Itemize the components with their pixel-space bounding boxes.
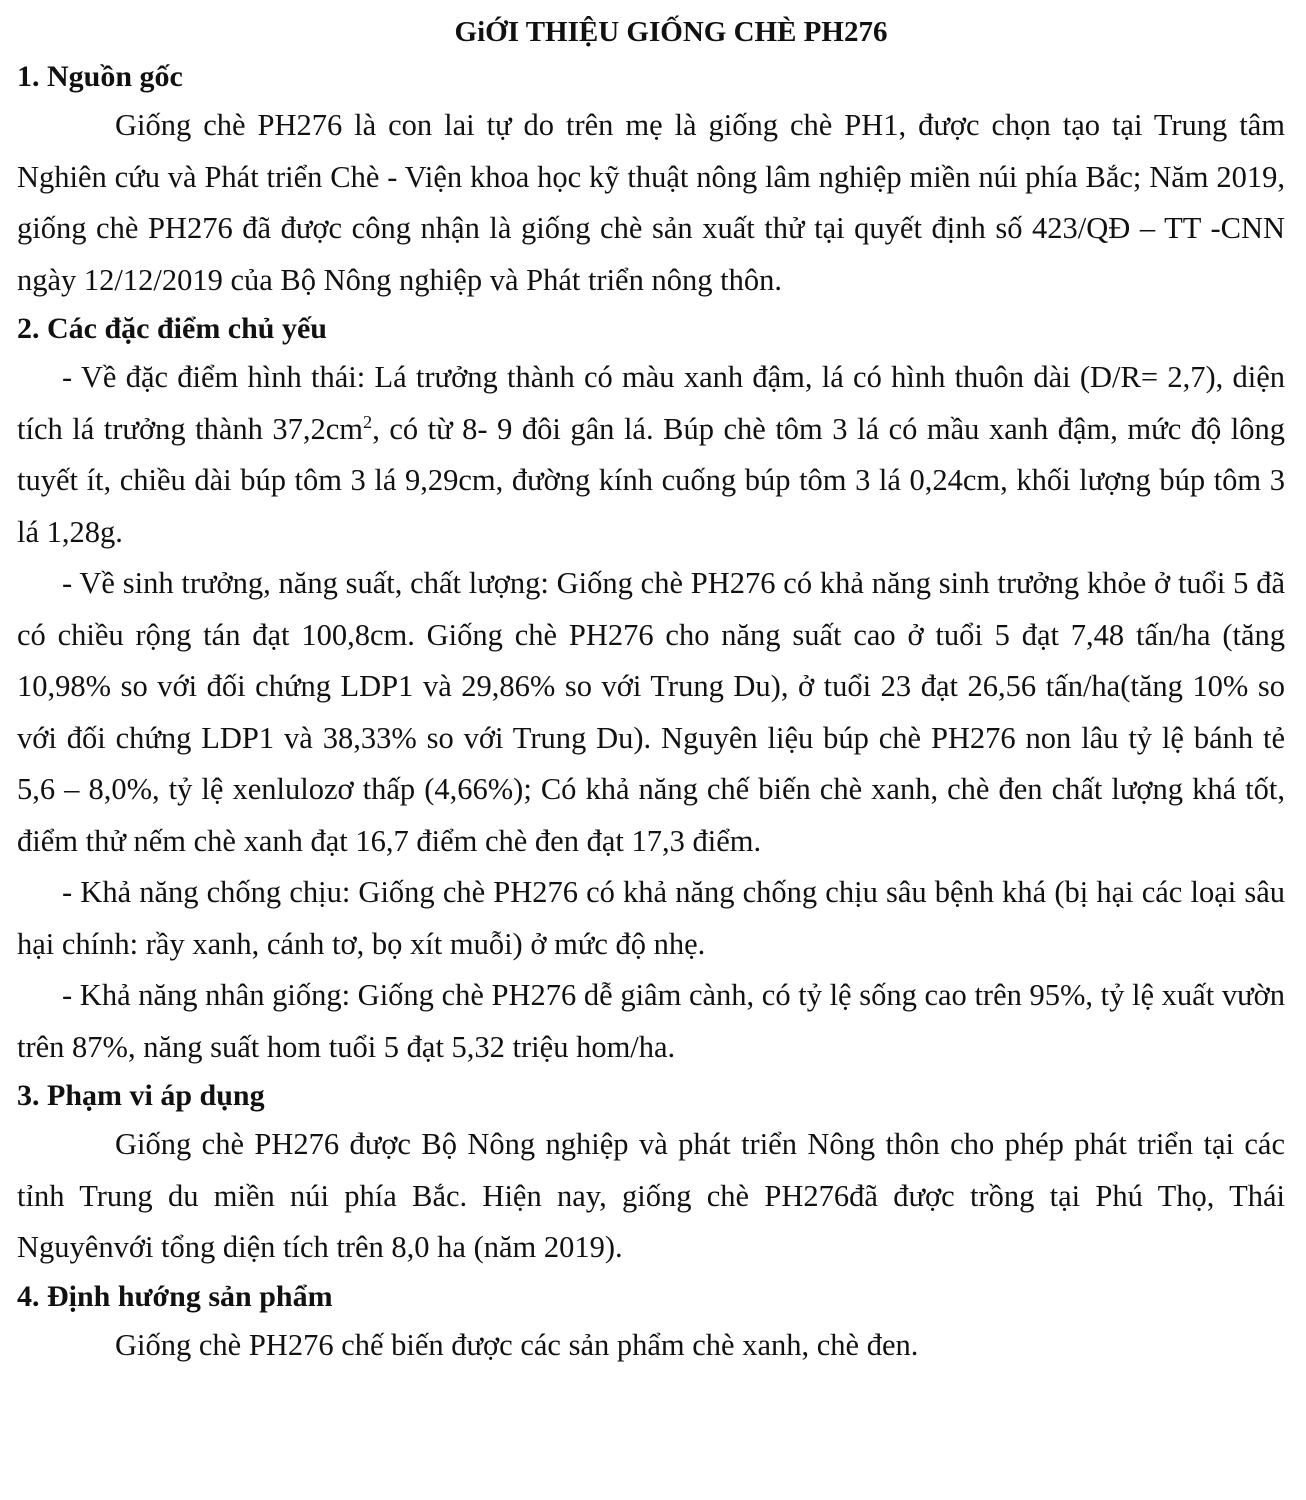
document-title: GiỚI THIỆU GIỐNG CHÈ PH276 <box>454 16 888 48</box>
section-origin-heading: 1. Nguồn gốc <box>17 60 183 93</box>
features-morphology <box>17 352 1285 558</box>
morphology-text-before: - Về đặc điểm hình thái: Lá trưởng thành có màu xanh đậm, lá có hình thuôn dài (D/R= 2,7), diện tích lá trưởng thành 37,2cm <box>17 360 1285 446</box>
section-features-heading: 2. Các đặc điểm chủ yếu <box>17 312 327 345</box>
morphology-superscript: 2 <box>363 411 373 432</box>
section-scope-text: Giống chè PH276 được Bộ Nông nghiệp và phát triển Nông thôn cho phép phát triển tại các tỉnh Trung du miền núi phía Bắc. Hiện nay, giống chè PH276đã được trồng tại Phú Thọ, Thái Nguyênvới tổng diện tích trên 8,0 ha (năm 2019). <box>17 1127 1285 1264</box>
section-products-text: Giống chè PH276 chế biến được các sản phẩm chè xanh, chè đen. <box>115 1327 919 1362</box>
section-scope-heading: 3. Phạm vi áp dụng <box>17 1079 265 1112</box>
section-origin-text: Giống chè PH276 là con lai tự do trên mẹ là giống chè PH1, được chọn tạo tại Trung tâm Nghiên cứu và Phát triển Chè - Viện khoa học kỹ thuật nông lâm nghiệp miền núi phía Bắc; Năm 2019, giống chè PH276 đã được công nhận là giống chè sản xuất thử tại quyết định số 423/QĐ – TT -CNN ngày 12/12/2019 của Bộ Nông nghiệp và Phát triển nông thôn. <box>17 108 1285 297</box>
features-resistance: - Khả năng chống chịu: Giống chè PH276 có khả năng chống chịu sâu bệnh khá (bị hại các loại sâu hại chính: rầy xanh, cánh tơ, bọ xít muỗi) ở mức độ nhẹ. <box>17 875 1285 961</box>
morphology-text-after: , có từ 8- 9 đôi gân lá. Búp chè tôm 3 lá có mầu xanh đậm, mức độ lông tuyết ít, chiều dài búp tôm 3 lá 9,29cm, đường kính cuống búp tôm 3 lá 0,24cm, khối lượng búp tôm 3 lá 1,28g. <box>17 411 1286 549</box>
document-page <box>17 10 1285 1371</box>
features-propagation: - Khả năng nhân giống: Giống chè PH276 dễ giâm cành, có tỷ lệ sống cao trên 95%, tỷ lệ xuất vườn trên 87%, năng suất hom tuổi 5 đạt 5,32 triệu hom/ha. <box>17 978 1285 1064</box>
section-products-heading: 4. Định hướng sản phẩm <box>17 1279 333 1313</box>
features-growth: - Về sinh trưởng, năng suất, chất lượng: Giống chè PH276 có khả năng sinh trưởng khỏe ở tuổi 5 đã có chiều rộng tán đạt 100,8cm. Giống chè PH276 cho năng suất cao ở tuổi 5 đạt 7,48 tấn/ha (tăng 10,98% so với đối chứng LDP1 và 29,86% so với Trung Du), ở tuổi 23 đạt 26,56 tấn/ha(tăng 10% so với đối chứng LDP1 và 38,33% so với Trung Du). Nguyên liệu búp chè PH276 non lâu tỷ lệ bánh tẻ 5,6 – 8,0%, tỷ lệ xenlulozơ thấp (4,66%); Có khả năng chế biến chè xanh, chè đen chất lượng khá tốt, điểm thử nếm chè xanh đạt 16,7 điểm chè đen đạt 17,3 điểm. <box>17 566 1285 858</box>
